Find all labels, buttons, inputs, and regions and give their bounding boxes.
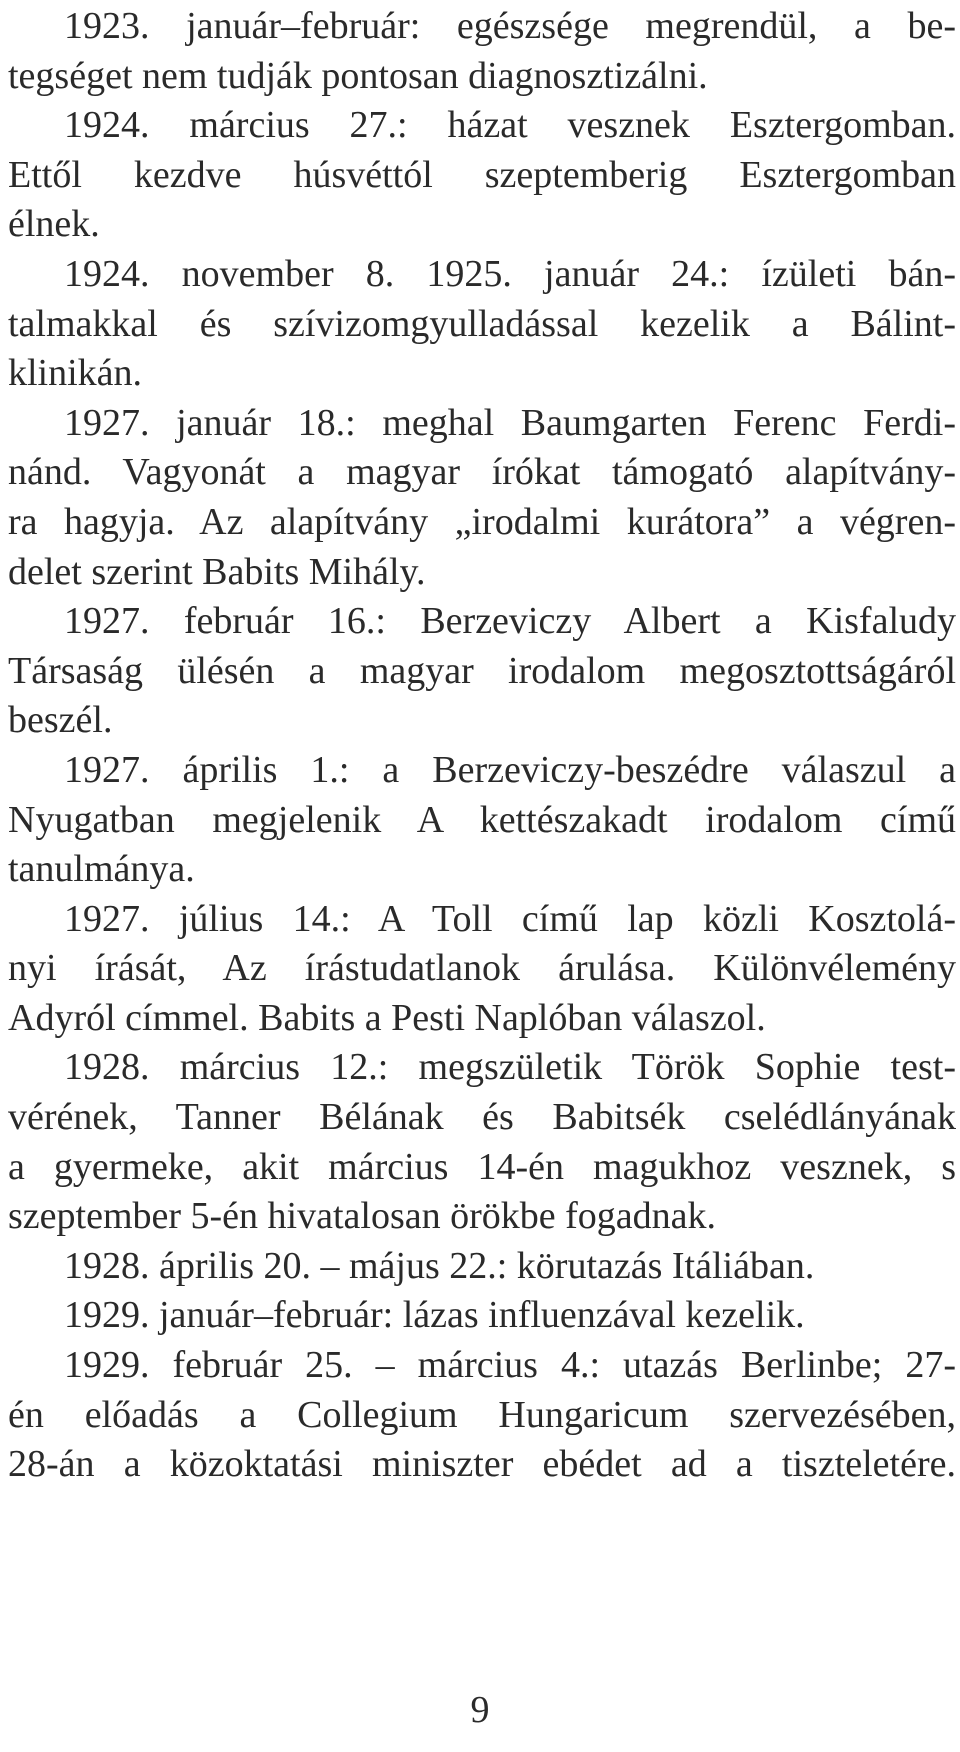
- text-line: Társaság ülésén a magyar irodalom megosztottságáról: [8, 649, 956, 692]
- text-line: élnek.: [8, 203, 100, 246]
- text-line: nyi írását, Az írástudatlanok árulása. Különvélemény: [8, 947, 956, 990]
- text-line: 1927. július 14.: A Toll című lap közli Kosztolá-: [64, 897, 956, 940]
- text-line: 1927. február 16.: Berzeviczy Albert a Kisfaludy: [64, 600, 956, 643]
- text-line: Ettől kezdve húsvéttól szeptemberig Esztergomban: [8, 153, 956, 196]
- text-line: Adyról címmel. Babits a Pesti Naplóban válaszol.: [8, 996, 766, 1039]
- text-line: ra hagyja. Az alapítvány „irodalmi kurátora” a végren-: [8, 500, 956, 543]
- text-line: 28-án a közoktatási miniszter ebédet ad a tiszteletére.: [8, 1443, 956, 1486]
- text-line: klinikán.: [8, 352, 143, 395]
- text-line: 1927. április 1.: a Berzeviczy-beszédre válaszul a: [64, 748, 956, 791]
- text-line: 1928. március 12.: megszületik Török Sophie test-: [64, 1046, 956, 1089]
- chronology-text: [8, 2, 956, 1490]
- text-line: 1924. március 27.: házat vesznek Esztergomban.: [64, 104, 956, 147]
- text-line: 1924. november 8. 1925. január 24.: ízületi bán-: [64, 252, 956, 295]
- text-line: szeptember 5-én hivatalosan örökbe fogadnak.: [8, 1195, 717, 1238]
- page-number: 9: [470, 1689, 490, 1731]
- text-line: 1929. január–február: lázas influenzával kezelik.: [64, 1294, 805, 1337]
- text-line: talmakkal és szívizomgyulladással kezelik a Bálint-: [8, 302, 956, 345]
- text-line: én előadás a Collegium Hungaricum szervezésében,: [8, 1393, 956, 1436]
- text-line: 1929. február 25. – március 4.: utazás Berlinbe; 27-: [64, 1344, 956, 1387]
- text-line: a gyermeke, akit március 14-én magukhoz vesznek, s: [8, 1145, 956, 1188]
- text-line: nánd. Vagyonát a magyar írókat támogató alapítvány-: [8, 451, 956, 494]
- text-line: 1928. április 20. – május 22.: körutazás Itáliában.: [64, 1244, 815, 1287]
- text-line: 1927. január 18.: meghal Baumgarten Ferenc Ferdi-: [64, 401, 956, 444]
- text-line: vérének, Tanner Bélának és Babitsék cselédlányának: [8, 1096, 956, 1139]
- text-line: 1923. január–február: egészsége megrendül, a be-: [64, 5, 956, 47]
- text-line: beszél.: [8, 699, 113, 742]
- text-line: tegséget nem tudják pontosan diagnosztizálni.: [8, 54, 708, 97]
- text-line: tanulmánya.: [8, 848, 195, 891]
- text-line: delet szerint Babits Mihály.: [8, 550, 426, 593]
- text-line: Nyugatban megjelenik A kettészakadt irodalom című: [8, 798, 956, 841]
